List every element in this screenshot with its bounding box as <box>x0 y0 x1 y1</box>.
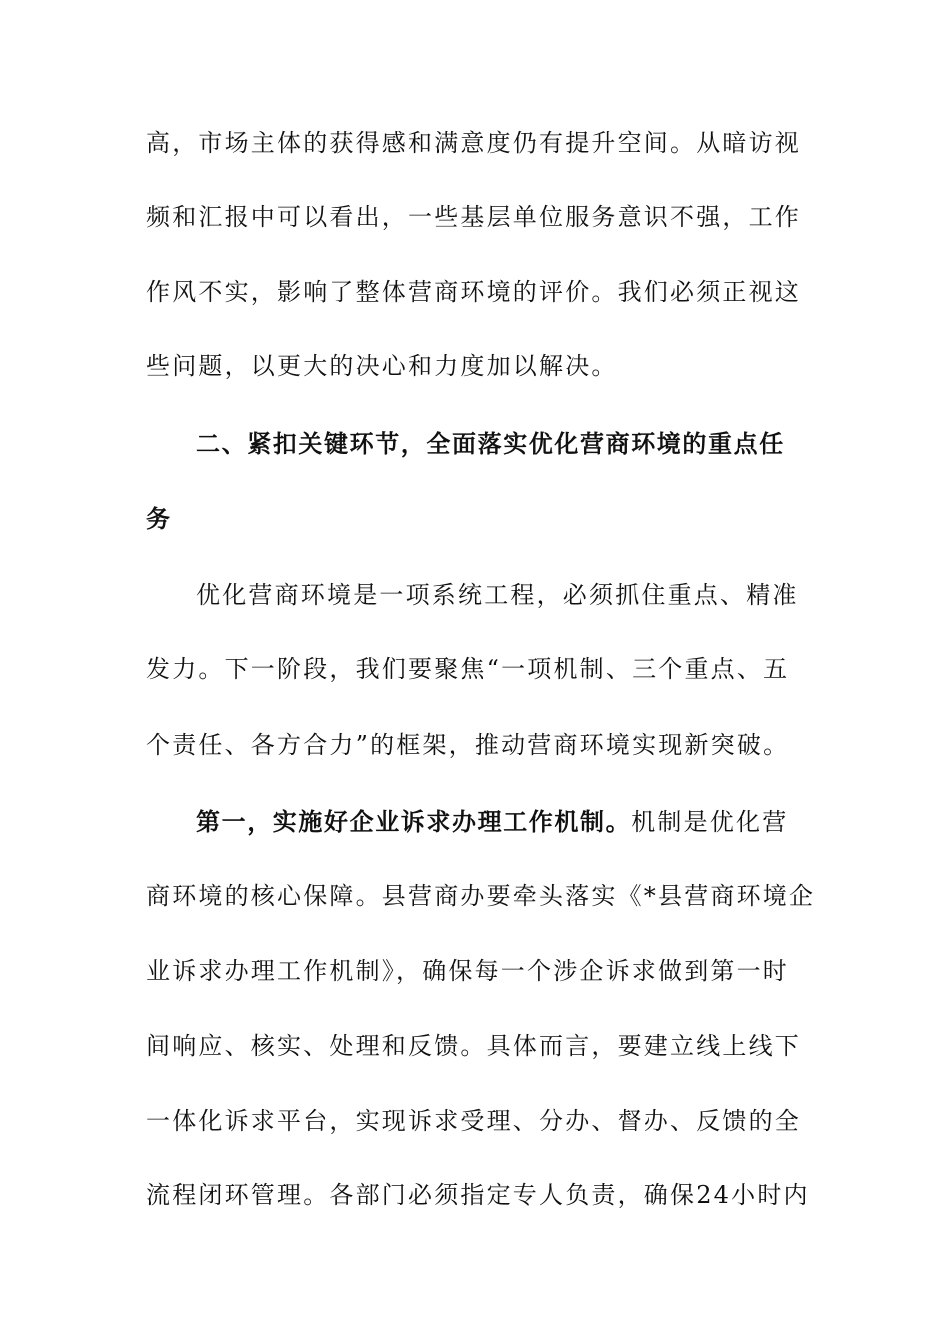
paragraph-3-line-6: 流程闭环管理。各部门必须指定专人负责，确保24小时内 <box>146 1181 810 1209</box>
paragraph-2-line-2: 发力。下一阶段，我们要聚焦“一项机制、三个重点、五 <box>146 655 790 683</box>
paragraph-1-line-1: 高，市场主体的获得感和满意度仍有提升空间。从暗访视 <box>146 129 801 157</box>
paragraph-1-line-2: 频和汇报中可以看出，一些基层单位服务意识不强，工作 <box>146 203 801 231</box>
paragraph-3-line-1 <box>196 807 816 837</box>
paragraph-3-line-2: 商环境的核心保障。县营商办要牵头落实《*县营商环境企 <box>146 882 816 910</box>
paragraph-1-line-4: 些问题，以更大的决心和力度加以解决。 <box>146 352 618 380</box>
paragraph-3-line-4: 间响应、核实、处理和反馈。具体而言，要建立线上线下 <box>146 1032 801 1060</box>
paragraph-3-lead-rest: 机制是优化营 <box>631 808 789 836</box>
section-heading-line-1: 二、紧扣关键环节，全面落实优化营商环境的重点任 <box>196 429 785 458</box>
paragraph-1-line-3: 作风不实，影响了整体营商环境的评价。我们必须正视这 <box>146 278 801 306</box>
paragraph-2-line-1: 优化营商环境是一项系统工程，必须抓住重点、精准 <box>196 581 799 609</box>
paragraph-3-line-5: 一体化诉求平台，实现诉求受理、分办、督办、反馈的全 <box>146 1107 801 1135</box>
section-heading-line-2: 务 <box>146 504 172 533</box>
paragraph-3-line-3: 业诉求办理工作机制》，确保每一个涉企诉求做到第一时 <box>146 957 789 985</box>
paragraph-2-line-3: 个责任、各方合力”的框架，推动营商环境实现新突破。 <box>146 731 790 759</box>
paragraph-3-lead-bold: 第一，实施好企业诉求办理工作机制。 <box>196 807 632 836</box>
